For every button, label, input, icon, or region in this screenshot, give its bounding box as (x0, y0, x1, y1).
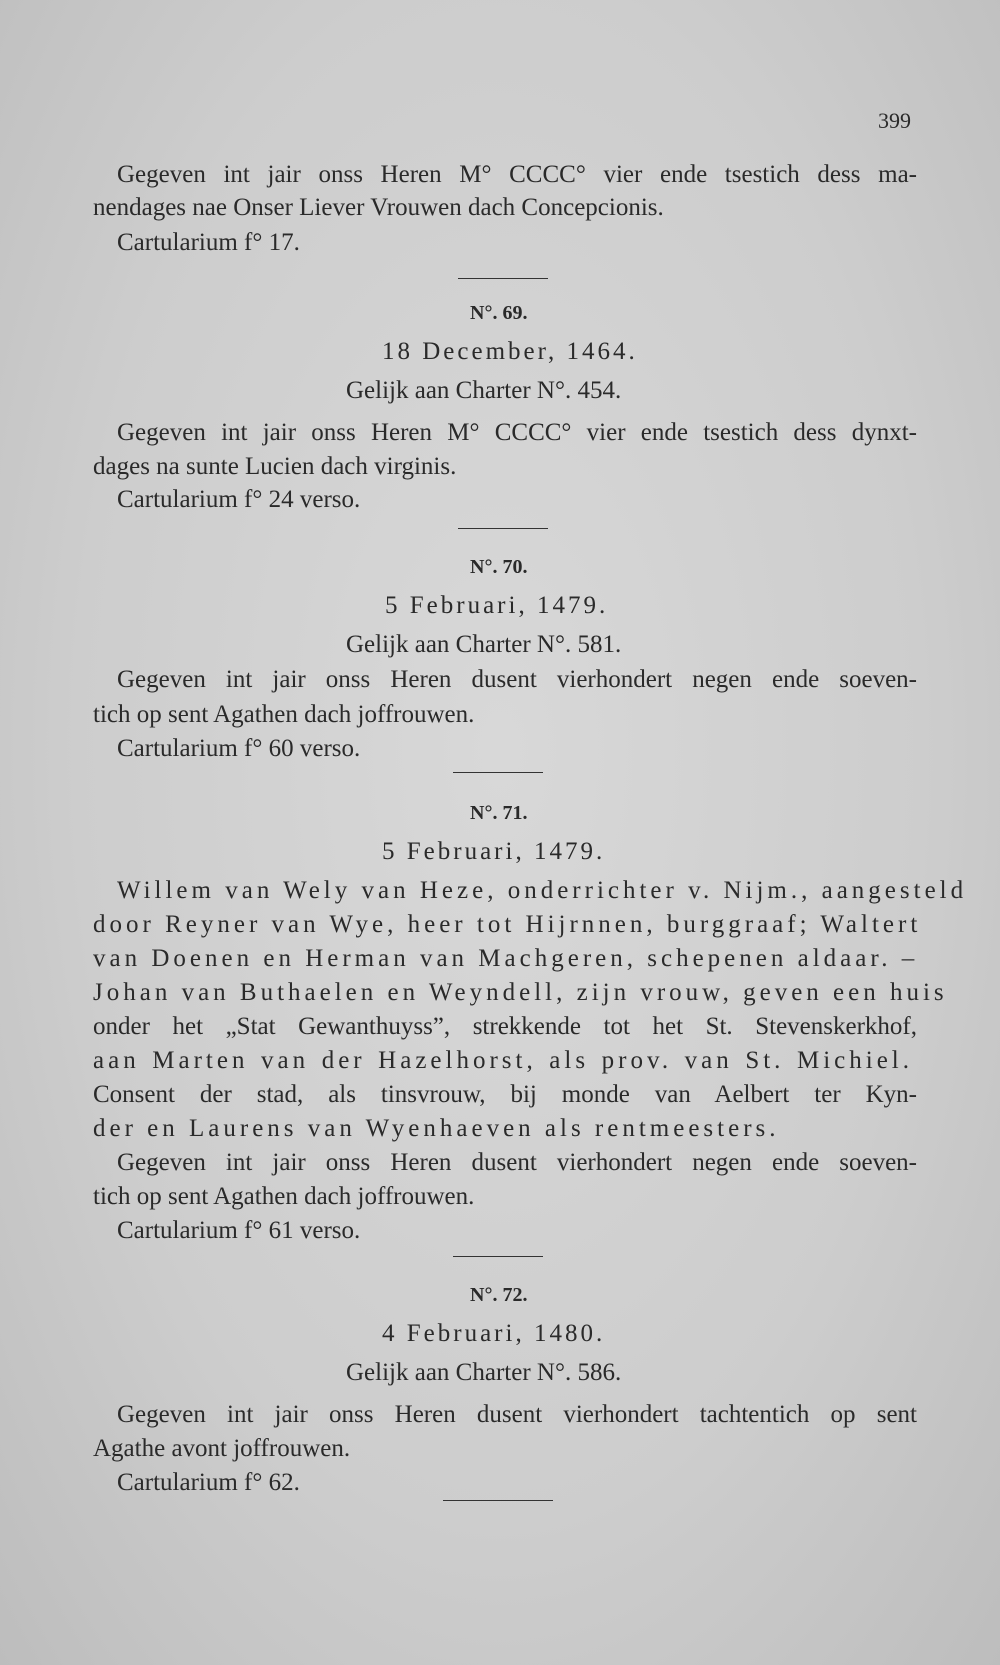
entry-date: 18 December, 1464. (382, 338, 638, 365)
entry-text-line: Gegeven int jair onss Heren dusent vierhondert negen ende soeven- (117, 666, 917, 693)
entry-text-line: Gegeven int jair onss Heren M° CCCC° vier ende tsestich dess dynxt- (117, 419, 917, 446)
entry-text-line: tich op sent Agathen dach joffrouwen. (93, 1183, 475, 1210)
entry-cartularium: Cartularium f° 60 verso. (117, 735, 361, 762)
entry-number: N°. 72. (470, 1284, 528, 1306)
entry-number: N°. 71. (470, 802, 528, 824)
entry-date: 4 Februari, 1480. (382, 1320, 606, 1347)
entry-text-line: Willem van Wely van Heze, onderrichter v. Nijm., aangesteld (117, 877, 968, 904)
separator-rule (453, 1256, 543, 1257)
entry-text-line: tich op sent Agathen dach joffrouwen. (93, 701, 475, 728)
separator-rule (443, 1500, 553, 1501)
entry-text-line: Gegeven int jair onss Heren dusent vierhondert tachtentich op sent (117, 1401, 917, 1428)
entry-text-line: door Reyner van Wye, heer tot Hijrnnen, burggraaf; Waltert (93, 911, 922, 938)
entry-cartularium: Cartularium f° 61 verso. (117, 1217, 361, 1244)
entry-text-line: der en Laurens van Wyenhaeven als rentmeesters. (93, 1115, 780, 1142)
entry-text-line: Consent der stad, als tinsvrouw, bij monde van Aelbert ter Kyn- (93, 1081, 917, 1108)
entry-reference: Gelijk aan Charter N°. 586. (346, 1359, 622, 1386)
separator-rule (458, 278, 548, 279)
entry-cartularium: Cartularium f° 24 verso. (117, 486, 361, 513)
intro-line-2: nendages nae Onser Liever Vrouwen dach Concepcionis. (93, 194, 664, 221)
entry-number: N°. 70. (470, 556, 528, 578)
intro-cartularium: Cartularium f° 17. (117, 229, 300, 256)
intro-line-1: Gegeven int jair onss Heren M° CCCC° vier ende tsestich dess ma- (117, 161, 917, 188)
entry-reference: Gelijk aan Charter N°. 581. (346, 631, 622, 658)
entry-text-line: Gegeven int jair onss Heren dusent vierhondert negen ende soeven- (117, 1149, 917, 1176)
entry-text-line: onder het „Stat Gewanthuyss”, strekkende tot het St. Stevenskerkhof, (93, 1013, 917, 1040)
entry-text-line: Agathe avont joffrouwen. (93, 1435, 351, 1462)
entry-number: N°. 69. (470, 302, 528, 324)
entry-text-line: Johan van Buthaelen en Weyndell, zijn vrouw, geven een huis (93, 979, 948, 1006)
page-number: 399 (878, 108, 911, 133)
separator-rule (453, 772, 543, 773)
entry-cartularium: Cartularium f° 62. (117, 1469, 300, 1496)
entry-text-line: aan Marten van der Hazelhorst, als prov. van St. Michiel. (93, 1047, 913, 1074)
entry-date: 5 Februari, 1479. (385, 592, 609, 619)
entry-reference: Gelijk aan Charter N°. 454. (346, 377, 622, 404)
entry-text-line: dages na sunte Lucien dach virginis. (93, 453, 457, 480)
entry-text-line: van Doenen en Herman van Machgeren, schepenen aldaar. – (93, 945, 919, 972)
separator-rule (458, 528, 548, 529)
entry-date: 5 Februari, 1479. (382, 838, 606, 865)
